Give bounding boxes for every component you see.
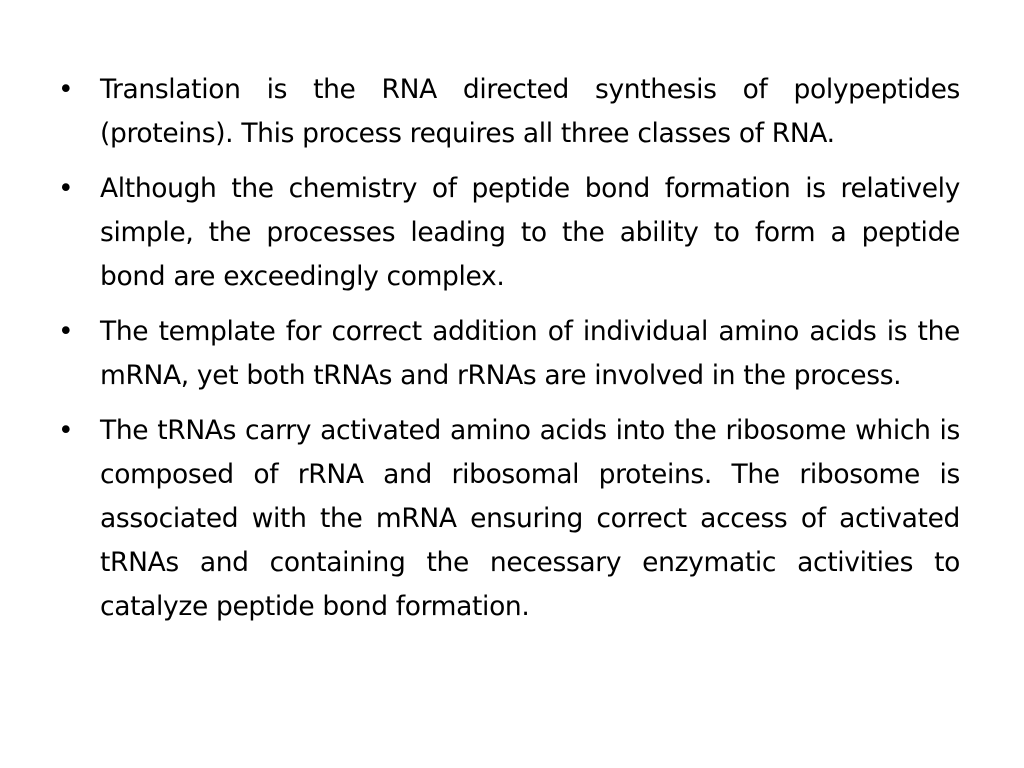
bullet-list	[58, 68, 960, 629]
bullet-text: The template for correct addition of individual amino acids is the mRNA, yet both tRNAs and rRNAs are involved in the process.	[100, 316, 960, 391]
bullet-icon: •	[58, 74, 74, 105]
bullet-item	[58, 68, 960, 156]
bullet-icon: •	[58, 316, 74, 347]
bullet-item	[58, 409, 960, 629]
bullet-icon: •	[58, 415, 74, 446]
bullet-item	[58, 167, 960, 299]
bullet-text: Translation is the RNA directed synthesis of polypeptides (proteins). This process requires all three classes of RNA.	[100, 74, 960, 149]
bullet-text: Although the chemistry of peptide bond formation is relatively simple, the processes leading to the ability to form a peptide bond are exceedingly complex.	[100, 173, 960, 292]
bullet-item	[58, 310, 960, 398]
bullet-icon: •	[58, 173, 74, 204]
bullet-text: The tRNAs carry activated amino acids into the ribosome which is composed of rRNA and ribosomal proteins. The ribosome is associated with the mRNA ensuring correct access of activated tRNAs and containing the necessary enzymatic activities to catalyze peptide bond formation.	[100, 415, 960, 622]
